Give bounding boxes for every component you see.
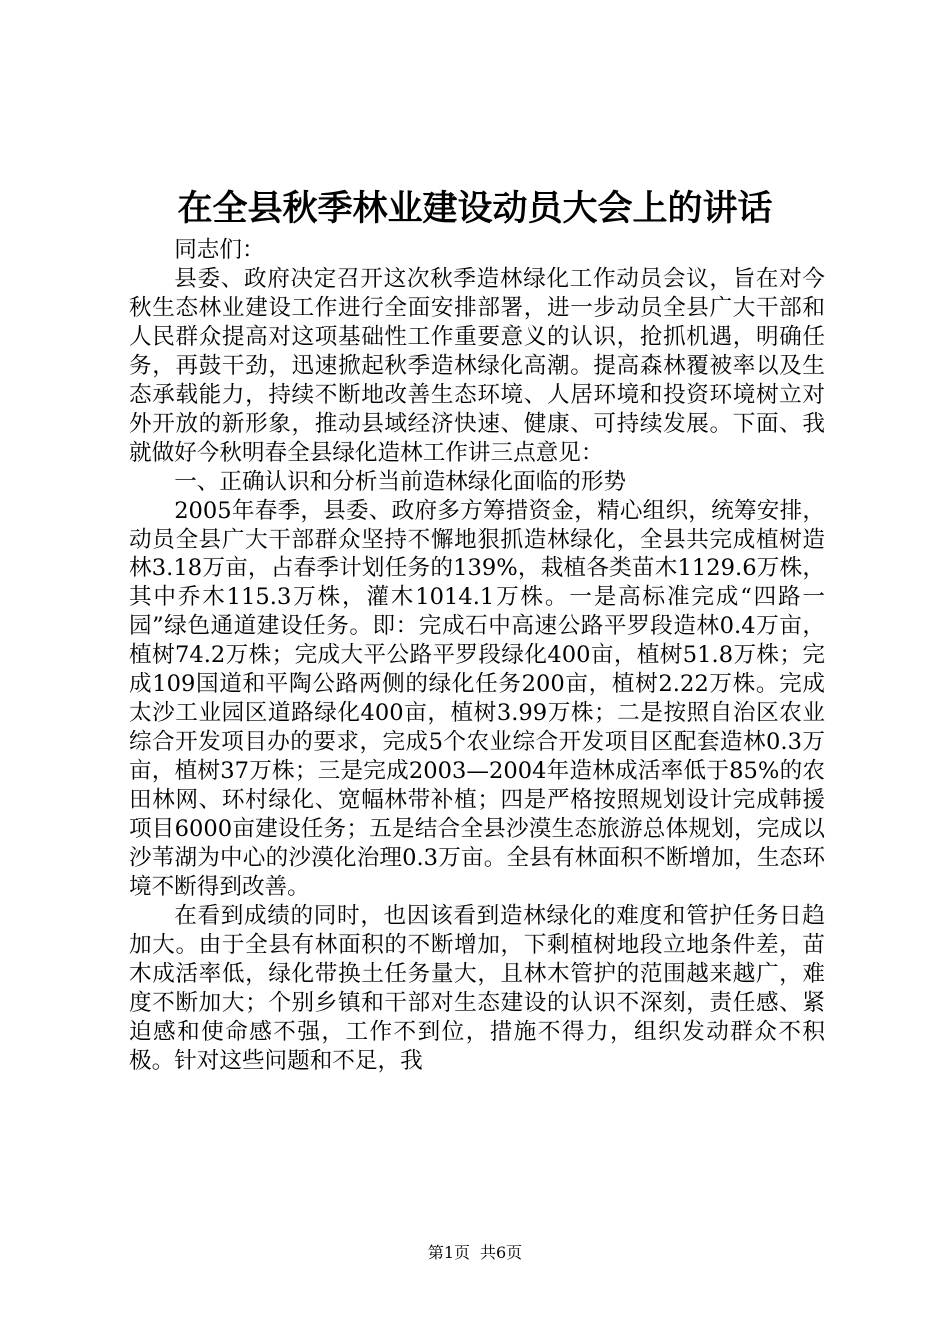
document-title: 在全县秋季林业建设动员大会上的讲话 bbox=[177, 189, 773, 229]
section-heading-1: 一、正确认识和分析当前造林绿化面临的形势 bbox=[174, 468, 627, 495]
paragraph-intro: 县委、政府决定召开这次秋季造林绿化工作动员会议，旨在对今秋生态林业建设工作进行全面安排部署，进一步动员全县广大干部和人民群众提高对这项基础性工作重要意义的认识，抢抓机遇，明确任务，再鼓干劲，迅速掀起秋季造林绿化高潮。提高森林覆被率以及生态承载能力，持续不断地改善生态环境、人居环境和投资环境树立对外开放的新形象，推动县域经济快速、健康、可持续发展。下面、我就做好今秋明春全县绿化造林工作讲三点意见： bbox=[129, 265, 825, 466]
paragraph-achievements: 2005年春季，县委、政府多方筹措资金，精心组织，统筹安排，动员全县广大干部群众坚持不懈地狠抓造林绿化，全县共完成植树造林3.18万亩，占春季计划任务的139%，栽植各类苗木1129.6万株，其中乔木115.3万株，灌木1014.1万株。一是高标准完成“四路一园”绿色通道建设任务。即：完成石中高速公路平罗段造林0.4万亩，植树74.2万株；完成大平公路平罗段绿化400亩，植树51.8万株；完成109国道和平陶公路两侧的绿化任务200亩，植树2.22万株。完成太沙工业园区道路绿化400亩，植树3.99万株；二是按照自治区农业综合开发项目办的要求，完成5个农业综合开发项目区配套造林0.3万亩，植树37万株；三是完成2003—2004年造林成活率低于85%的农田林网、环村绿化、宽幅林带补植；四是严格按照规划设计完成韩援项目6000亩建设任务；五是结合全县沙漠生态旅游总体规划，完成以沙苇湖为中心的沙漠化治理0.3万亩。全县有林面积不断增加，生态环境不断得到改善。 bbox=[129, 497, 825, 900]
page-number: 第1页 bbox=[427, 1243, 470, 1262]
document-body bbox=[129, 236, 825, 1076]
page-footer bbox=[0, 1243, 950, 1263]
page-total: 共6页 bbox=[480, 1243, 523, 1262]
paragraph-challenges: 在看到成绩的同时，也因该看到造林绿化的难度和管护任务日趋加大。由于全县有林面积的不断增加，下剩植树地段立地条件差，苗木成活率低，绿化带换土任务量大，且林木管护的范围越来越广，难度不断加大；个别乡镇和干部对生态建设的认识不深刻，责任感、紧迫感和使命感不强，工作不到位，措施不得力，组织发动群众不积极。针对这些问题和不足，我 bbox=[129, 902, 825, 1074]
salutation: 同志们： bbox=[174, 237, 265, 263]
